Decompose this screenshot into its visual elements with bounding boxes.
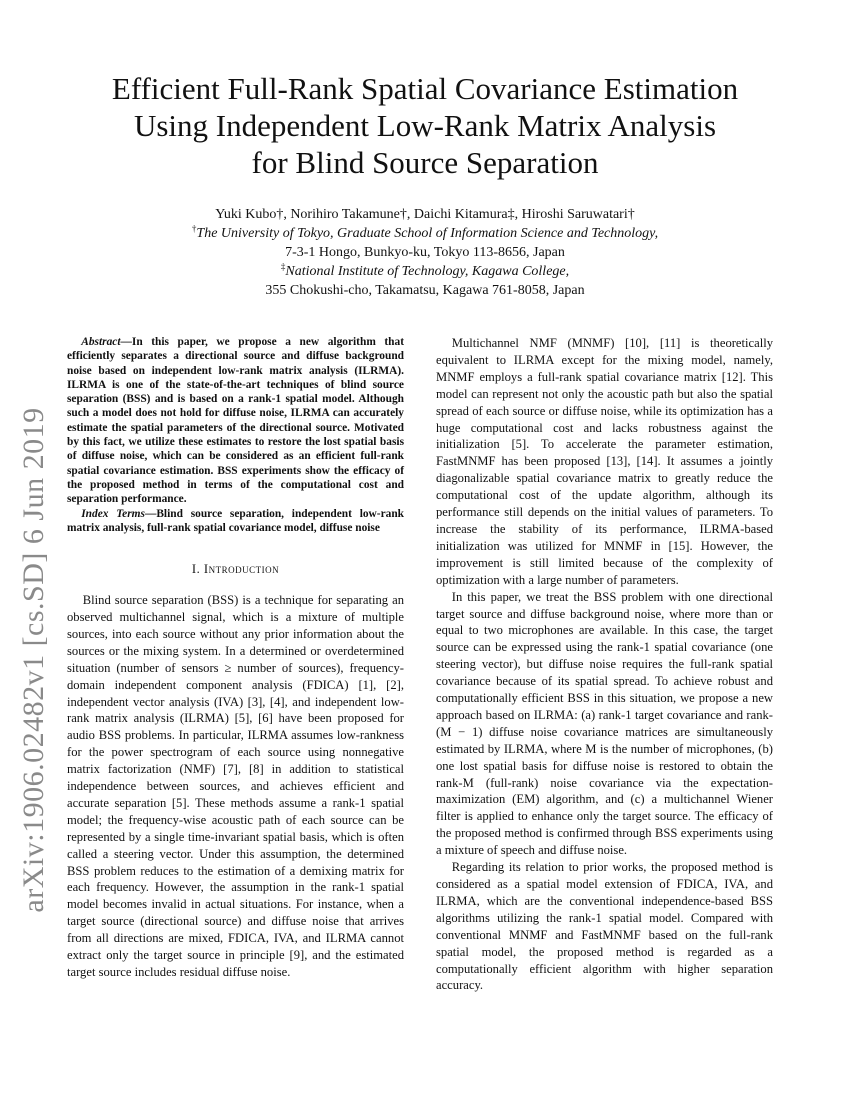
affiliation-1-mark: † (191, 223, 197, 234)
left-column (67, 335, 404, 981)
affiliation-2-address: 355 Chokushi-cho, Takamatsu, Kagawa 761-8058, Japan (265, 283, 585, 298)
abstract (67, 335, 404, 507)
right-column (436, 335, 773, 994)
section-name: Introduction (203, 562, 280, 577)
affiliation-2-name: National Institute of Technology, Kagawa College, (285, 264, 570, 279)
abstract-text: —In this paper, we propose a new algorithm that efficiently separates a directional source and diffuse background noise based on independent low-rank matrix analysis (ILRMA). ILRMA is one of the state-of-the-art techniques of blind source separation (BSS) and is based on a rank-1 spatial model. Although such a model does not hold for diffuse noise, ILRMA can accurately estimate the spatial parameters of the directional source. Motivated by this fact, we utilize these estimates to restore the lost spatial basis of diffuse noise, which can be considered as an efficient full-rank spatial covariance estimation. BSS experiments show the efficacy of the proposed method in terms of the computational cost and separation performance. (67, 336, 404, 506)
body-paragraph: Multichannel NMF (MNMF) [10], [11] is theoretically equivalent to ILRMA except for the mixing model, namely, MNMF employs a full-rank spatial covariance matrix [12]. This model can represent not only the acoustic path but also the spatial spread of each source or diffuse noise, while its optimization has a huge computational cost and lacks robustness against the initialization [5]. To accelerate the parameter estimation, FastMNMF has been proposed [13], [14]. It assumes a jointly diagonalizable spatial covariance matrix to greatly reduce the computational cost of the update algorithm, although its performance still depends on the initial values of parameters. To increase the stability of its performance, ILRMA-based initialization was utilized for MNMF in [15]. However, the improvement is still limited because of the complexity of optimization with a large number of parameters. (436, 336, 773, 587)
title-line: for Blind Source Separation (251, 145, 599, 180)
title-line: Using Independent Low-Rank Matrix Analysis (133, 108, 717, 143)
affiliation-2 (90, 262, 760, 281)
author-names: Yuki Kubo†, Norihiro Takamune†, Daichi Kitamura‡, Hiroshi Saruwatari† (215, 207, 635, 222)
index-terms-label: Index Terms (81, 507, 145, 520)
affiliation-1-name: The University of Tokyo, Graduate School of Information Science and Technology, (196, 226, 659, 241)
body-paragraph: Regarding its relation to prior works, the proposed method is considered as a spatial model extension of FDICA, IVA, and ILRMA, which are the conventional independence-based BSS algorithms utilizing the rank-1 spatial model. Compared with conventional MNMF and FastMNMF based on the full-rank spatial model, the proposed method is regarded as a computationally efficient algorithm with higher separation accuracy. (436, 860, 773, 993)
paper-title (60, 70, 790, 181)
body-paragraph: Blind source separation (BSS) is a technique for separating an observed multichannel signal, which is a mixture of multiple sources, into each source without any prior information about the sources or the mixing system. In a determined or overdetermined situation (number of sensors ≥ number of sources), frequency-domain independent component analysis (FDICA) [1], [2], independent vector analysis (IVA) [3], [4], and independent low-rank matrix analysis (ILRMA) [5], [6] have been proposed for audio BSS problems. In particular, ILRMA assumes low-rankness for the power spectrogram of each source using nonnegative matrix factorization (NMF) [7], [8] in addition to statistical independence between sources, and achieves efficient and accurate separation [5]. These methods assume a rank-1 spatial model; the frequency-wise acoustic path of each source can be represented by a single time-invariant spatial basis, which is often called a steering vector. Under this assumption, the determined BSS problem reduces to the estimation of a demixing matrix for each frequency. However, the assumption in the rank-1 spatial model becomes invalid in actual situations. For instance, when a target source (directional source) and diffuse noise that arrives from all directions are mixed, FDICA, IVA, and ILRMA cannot extract only the target source in principle [9], and the estimated target source includes residual diffuse noise. (67, 593, 404, 979)
author-block (90, 205, 760, 300)
index-terms (67, 507, 404, 536)
body-paragraph: In this paper, we treat the BSS problem with one directional target source and diffuse background noise, where more than or equal to two microphones are available. In this case, the target source can be expressed using the rank-1 spatial covariance (one steering vector), but diffuse noise requires the full-rank spatial covariance because of its spatial spread. To achieve robust and computationally efficient BSS in this situation, we propose a new approach based on ILRMA: (a) rank-1 target covariance and rank-(M − 1) diffuse noise covariance matrices are simultaneously estimated by ILRMA, where M is the number of microphones, (b) one lost spatial basis for diffuse noise is restored to obtain the rank-M (full-rank) noise covariance via the expectation-maximization (EM) algorithm, and (c) a multichannel Wiener filter is applied to enhance only the target source. The efficacy of the proposed method is confirmed through BSS experiments using a mixture of speech and diffuse noise. (436, 589, 773, 858)
section-number: I. (191, 562, 201, 577)
section-heading (67, 561, 404, 578)
abstract-label: Abstract (81, 336, 121, 348)
affiliation-1 (90, 224, 760, 243)
arxiv-id: arXiv:1906.02482v1 [cs.SD] 6 Jun 2019 (17, 407, 50, 913)
index-terms-text: —Blind source separation, independent low-rank matrix analysis, full-rank spatial covariance model, diffuse noise (67, 507, 404, 534)
affiliation-2-mark: ‡ (280, 261, 286, 272)
affiliation-1-address: 7-3-1 Hongo, Bunkyo-ku, Tokyo 113-8656, Japan (285, 245, 565, 260)
title-line: Efficient Full-Rank Spatial Covariance Estimation (111, 71, 739, 106)
